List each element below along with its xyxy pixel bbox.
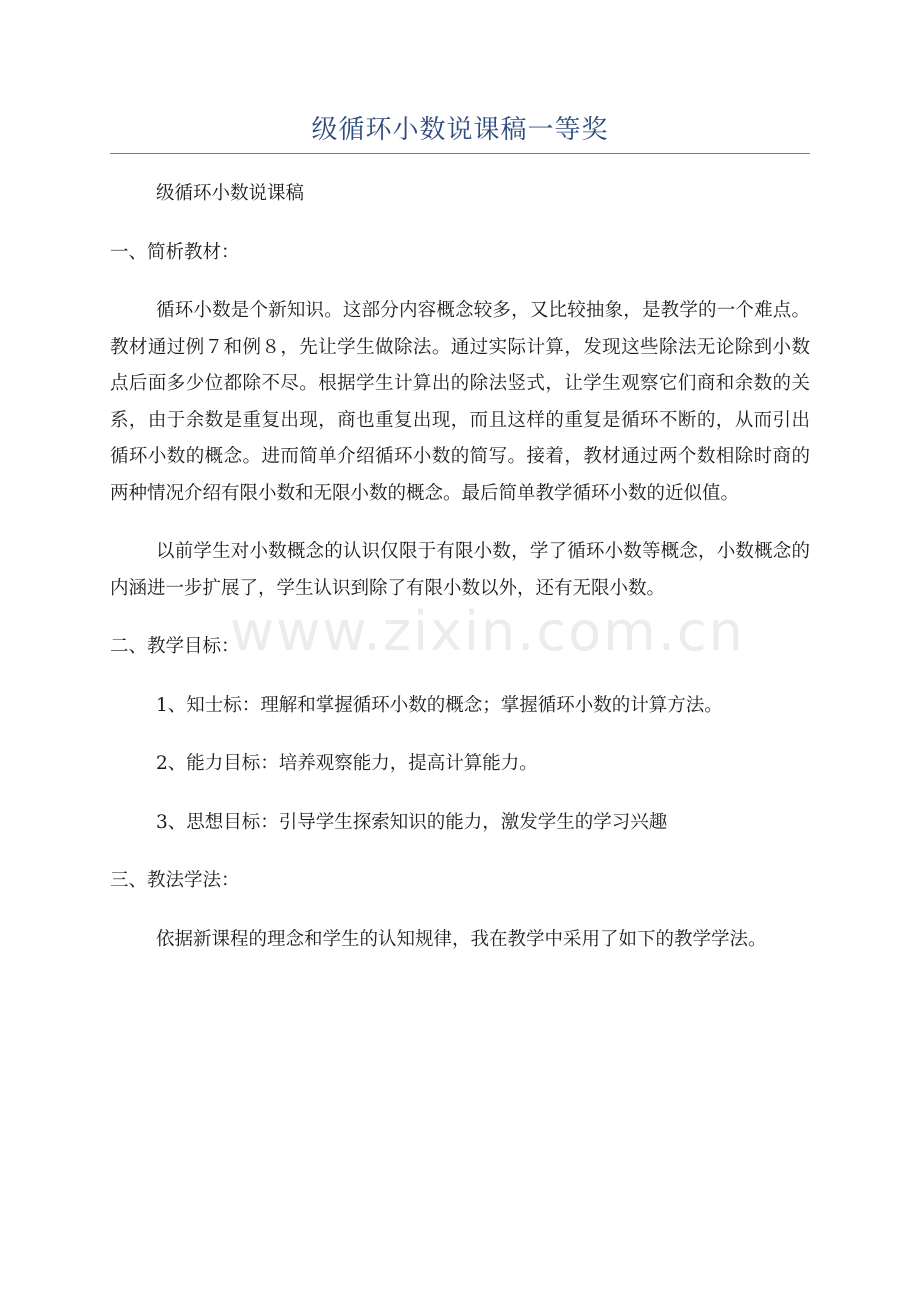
section-heading-goals: 二、教学目标： xyxy=(110,636,240,657)
paragraph: 循环小数是个新知识。这部分内容概念较多，又比较抽象，是教学的一个难点。教材通过例７和例８，先让学生做除法。通过实际计算，发现这些除法无论除到小数点后面多少位都除不尽。根据学生计算出的除法竖式，让学生观察它们商和余数的关系，由于余数是重复出现，商也重复出现，而且这样的重复是循环不断的，从而引出循环小数的概念。进而简单介绍循环小数的简写。接着，教材通过两个数相除时商的两种情况介绍有限小数和无限小数的概念。最后简单教学循环小数的近似值。 xyxy=(110,300,810,504)
section-heading-methods: 三、教法学法： xyxy=(110,870,240,891)
title-divider xyxy=(110,153,810,154)
goal-item: 3、思想目标：引导学生探索知识的能力，激发学生的学习兴趣 xyxy=(156,811,668,833)
paragraph: 以前学生对小数概念的认识仅限于有限小数，学了循环小数等概念，小数概念的内涵进一步扩展了，学生认识到除了有限小数以外，还有无限小数。 xyxy=(110,541,810,599)
paragraph: 依据新课程的理念和学生的认知规律，我在教学中采用了如下的教学学法。 xyxy=(156,928,767,950)
goal-item: 2、能力目标：培养观察能力，提高计算能力。 xyxy=(156,753,538,774)
document-body xyxy=(110,176,810,980)
goal-item: 1、知士标：理解和掌握循环小数的概念；掌握循环小数的计算方法。 xyxy=(156,694,723,716)
section-heading-materials: 一、简析教材： xyxy=(110,241,240,263)
document-subtitle: 级循环小数说课稿 xyxy=(156,183,305,204)
watermark: www.zixin.com.cn xyxy=(230,600,745,663)
document-title: 级循环小数说课稿一等奖 xyxy=(311,115,609,145)
